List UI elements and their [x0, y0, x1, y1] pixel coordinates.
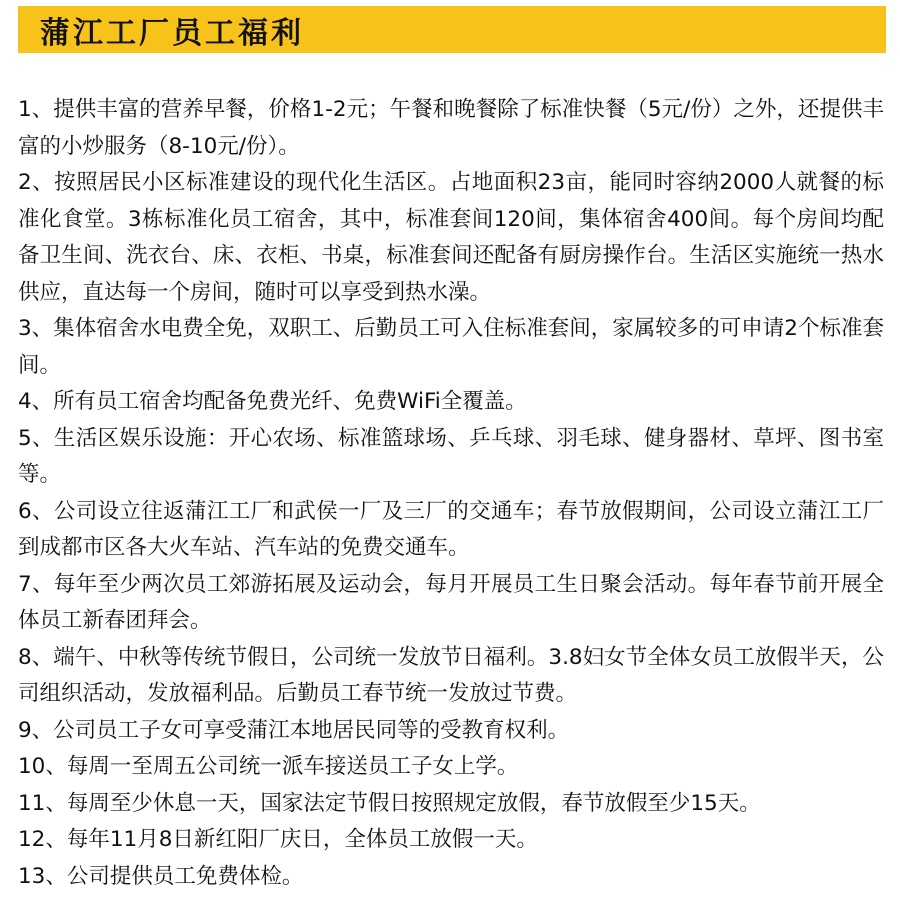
list-item: 6、公司设立往返蒲江工厂和武侯一厂及三厂的交通车；春节放假期间，公司设立蒲江工厂到成都市区各大火车站、汽车站的免费交通车。 — [18, 498, 884, 560]
list-item: 12、每年11月8日新红阳厂庆日，全体员工放假一天。 — [18, 827, 538, 852]
list-item: 9、公司员工子女可享受蒲江本地居民同等的受教育权利。 — [18, 717, 570, 743]
list-item: 13、公司提供员工免费体检。 — [18, 863, 304, 889]
title-banner — [18, 6, 886, 53]
list-item: 11、每周至少休息一天，国家法定节假日按照规定放假，春节放假至少15天。 — [18, 790, 761, 816]
list-item: 1、提供丰富的营养早餐，价格1-2元；午餐和晚餐除了标准快餐（5元/份）之外，还提供丰富的小炒服务（8-10元/份）。 — [18, 97, 884, 159]
list-item: 2、按照居民小区标准建设的现代化生活区。占地面积23亩，能同时容纳2000人就餐的标准化食堂。3栋标准化员工宿舍，其中，标准套间120间，集体宿舍400间。每个房间均配备卫生间、洗衣台、床、衣柜、书桌，标准套间还配备有厨房操作台。生活区实施统一热水供应，直达每一个房间，随时可以享受到热水澡。 — [18, 170, 884, 305]
list-item: 5、生活区娱乐设施：开心农场、标准篮球场、乒乓球、羽毛球、健身器材、草坪、图书室等。 — [18, 425, 884, 487]
benefits-list — [18, 92, 884, 895]
list-item: 10、每周一至周五公司统一派车接送员工子女上学。 — [18, 754, 519, 779]
page-title: 蒲江工厂员工福利 — [40, 15, 304, 51]
list-item: 4、所有员工宿舍均配备免费光纤、免费WiFi全覆盖。 — [18, 389, 527, 414]
list-item: 8、端午、中秋等传统节假日，公司统一发放节日福利。3.8妇女节全体女员工放假半天，公司组织活动，发放福利品。后勤员工春节统一发放过节费。 — [18, 644, 884, 706]
list-item: 7、每年至少两次员工郊游拓展及运动会，每月开展员工生日聚会活动。每年春节前开展全体员工新春团拜会。 — [18, 571, 884, 633]
list-item: 3、集体宿舍水电费全免，双职工、后勤员工可入住标准套间，家属较多的可申请2个标准套间。 — [18, 316, 884, 378]
